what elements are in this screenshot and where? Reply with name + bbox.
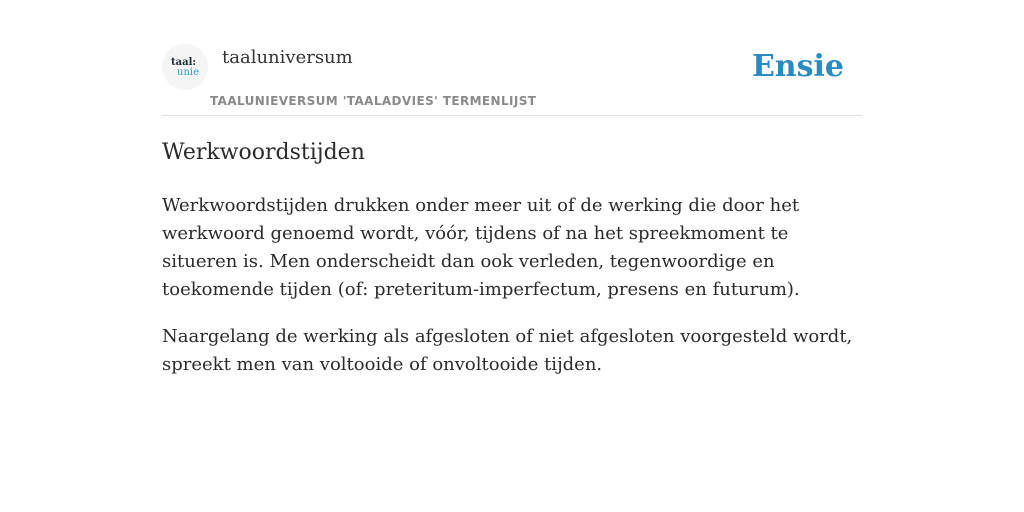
site-name-link[interactable]: taaluniversum (222, 47, 353, 68)
logo-text-taal: taal: (171, 57, 197, 68)
term-list-subtitle: TAALUNIEVERSUM 'TAALADVIES' TERMENLIJST (210, 94, 537, 108)
page-title: Werkwoordstijden (162, 140, 365, 165)
article-paragraph: Werkwoordstijden drukken onder meer uit of de werking die door het werkwoord genoemd wordt, vóór, tijdens of na het spreekmoment te situeren is. Men onderscheidt dan ook verleden, tegenwoordige en toekomende tijden (of: preteritum-imperfectum, presens en futurum). (162, 195, 800, 300)
article-body (162, 192, 862, 398)
header (162, 40, 862, 116)
ensie-brand-link[interactable]: Ensie (751, 49, 844, 84)
logo-text-unie: unie (177, 67, 199, 78)
article-paragraph: Naargelang de werking als afgesloten of niet afgesloten voorgesteld wordt, spreekt men van voltooide of onvoltooide tijden. (162, 326, 853, 375)
taalunie-logo[interactable] (162, 44, 208, 90)
